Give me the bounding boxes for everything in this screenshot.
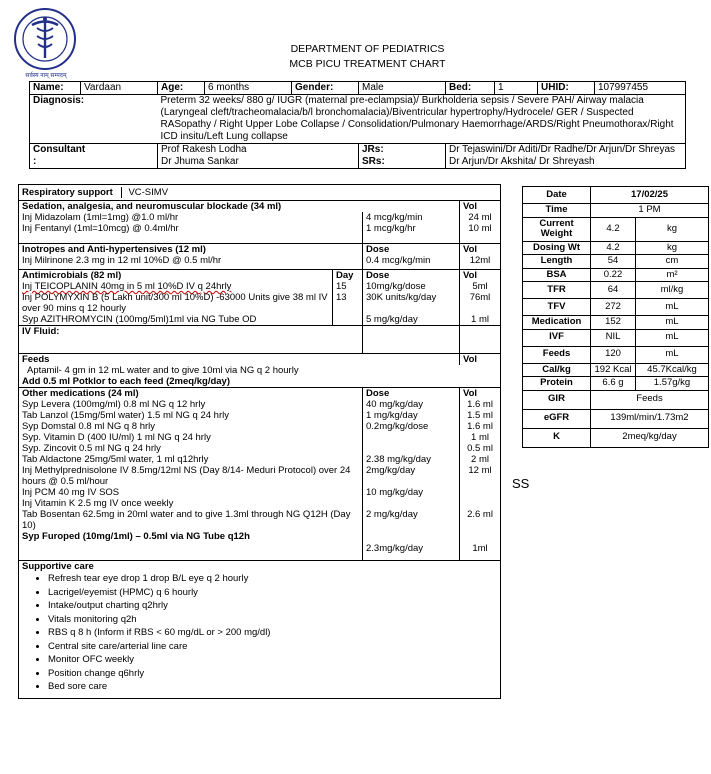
drug-name [19,281,333,292]
drug-name: Syp Domstal 0.8 ml NG q 8 hrly [22,421,156,432]
date-label: Date [523,187,591,204]
list-item: • Position change q6hrly [48,667,497,681]
residents [446,144,686,169]
table-row [19,223,501,244]
patient-demographics-row [30,82,686,95]
drug-dose: 1 mg/kg/day [363,410,460,421]
k-value: 2meq/kg/day [591,428,709,447]
drug-vol: 1 ml [460,314,501,326]
summary-row [523,187,709,204]
summary-label: Protein [523,377,591,391]
srs-label: SRs: [362,156,385,167]
other-meds-title: Other medications (24 ml) [19,388,363,400]
diagnosis-row [30,95,686,144]
summary-label: Dosing Wt [523,241,591,255]
table-row [19,421,501,432]
table-row [19,292,501,314]
drug-name: Syp AZITHROMYCIN (100mg/5ml)1ml via NG Tube OD [19,314,333,326]
drug-name: Inj Fentanyl (1ml=10mcg) @ 0.4ml/hr [22,223,179,234]
table-row [19,432,501,443]
table-row [19,454,501,465]
diagnosis-text: Preterm 32 weeks/ 880 g/ IUGR (maternal pre-eclampsia)/ Burkholderia sepsis / Severe PAH/ Airway malacia (Laryngeal cleft/tracheomalacia/b/l bronchomalacia)/Biventricular hypertrophy/Hydrocele/ GER / Suspected RASopathy / Right Upper Lobe Collapse / Consolidation/Pulmonary Haemorrhage/ARDS/Right Pneumothorax/Right ICD insitu/Left Lung collapse [158,95,686,144]
summary-row [523,204,709,218]
summary-unit: mL [636,299,709,316]
patient-info-table [29,81,686,169]
summary-label: Length [523,255,591,269]
department-name: DEPARTMENT OF PEDIATRICS [290,43,445,55]
respiratory-row [19,185,501,201]
table-row [19,498,501,509]
summary-unit: mL [636,316,709,330]
drug-day: 15 [333,281,363,292]
table-row [19,443,501,454]
inotropes-dose-label: Dose [363,244,460,256]
list-item: • Lacrigel/eyemist (HPMC) q 6 hourly [48,586,497,600]
consultant-1: Prof Rakesh Lodha [161,144,247,155]
drug-dose: 2 mg/kg/day [363,509,460,531]
egfr-label: eGFR [523,409,591,428]
drug-name: Syp Levera (100mg/ml) 0.8 ml NG q 12 hrly [22,399,206,410]
summary-row [523,255,709,269]
drug-name: Inj PCM 40 mg IV SOS [22,487,120,498]
summary-value: 6.6 g [591,377,636,391]
list-item: • Monitor OFC weekly [48,653,497,667]
consultant-label [30,144,158,169]
summary-row [523,363,709,377]
drug-name: Tab Lanzol (15mg/5ml water) 1.5 ml NG q 24 hrly [22,410,229,421]
iv-fluid-dose [363,326,460,354]
table-row [19,410,501,421]
drug-dose [363,443,460,454]
drug-name: Inj POLYMYXIN B (5 Lakh unit/300 ml 10%D) -63000 Units give 38 ml IV over 90 mins q 12 hourly [22,292,328,314]
drug-vol: 5ml [460,281,501,292]
drug-dose: 1 mcg/kg/hr [363,223,460,244]
summary-row [523,282,709,299]
drug-vol: 2.6 ml [460,509,501,531]
consultant-label-colon: : [33,156,37,167]
list-item: • Central site care/arterial line care [48,640,497,654]
summary-table [522,186,709,448]
other-meds-header [19,388,501,400]
drug-dose: 10 mg/kg/day [363,487,460,498]
summary-row [523,241,709,255]
treatment-table [18,184,501,699]
day-label: Day [333,270,363,282]
feeds-row [19,376,501,388]
table-row [19,255,501,270]
summary-row [523,268,709,282]
inotropes-title: Inotropes and Anti-hypertensives (12 ml) [19,244,363,256]
drug-vol [460,487,501,498]
patient-gender: Male [359,82,446,95]
feeds-header [19,354,501,366]
iv-fluid-label: IV Fluid: [22,326,60,337]
drug-vol: 1.6 ml [460,421,501,432]
feeds-row [19,365,501,376]
drug-vol: 1ml [460,531,501,561]
jrs-names: Dr Tejaswini/Dr Aditi/Dr Radhe/Dr Arjun/Dr Shreyas [449,144,676,155]
drug-vol: 2 ml [460,454,501,465]
summary-row [523,428,709,447]
summary-value: 192 Kcal [591,363,636,377]
chart-time: 1 PM [591,204,709,218]
diagnosis-label: Diagnosis: [30,95,158,144]
drug-day: 13 [333,292,363,314]
antimicrobials-dose-label: Dose [363,270,460,282]
drug-vol: 12 ml [460,465,501,487]
summary-value: 152 [591,316,636,330]
supportive-care-title: Supportive care [22,561,94,572]
summary-value: 0.22 [591,268,636,282]
drug-name: Tab Bosentan 62.5mg in 20ml water and to give 1.3ml through NG Q12H (Day 10) [22,509,351,531]
drug-name: Syp. Vitamin D (400 IU/ml) 1 ml NG q 24 hrly [22,432,211,443]
sedation-vol-label: Vol [460,201,501,213]
summary-label: Medication [523,316,591,330]
drug-dose: 0.4 mcg/kg/min [363,255,460,270]
summary-unit: kg [636,241,709,255]
drug-dose: 10mg/kg/dose [363,281,460,292]
patient-uhid: 107997455 [595,82,686,95]
egfr-value: 139ml/min/1.73m2 [591,409,709,428]
antimicrobials-vol-label: Vol [460,270,501,282]
antimicrobials-title: Antimicrobials (82 ml) [19,270,333,282]
summary-value: 54 [591,255,636,269]
drug-dose: 4 mcg/kg/min [363,212,460,223]
table-row [19,487,501,498]
gir-value: Feeds [591,390,709,409]
supportive-care-section [19,561,501,699]
feeds-line-1: Aptamil- 4 gm in 12 mL water and to give 10ml via NG q 2 hourly [27,365,299,376]
summary-unit: mL [636,329,709,346]
consultant-label-text: Consultant [33,144,86,155]
other-meds-vol-label: Vol [460,388,501,400]
drug-name: Inj Methylprednisolone IV 8.5mg/12ml NS (Day 8/14- Meduri Protocol) over 24 hours @ 0.5 ml/hour [22,465,351,487]
drug-vol: 10 ml [460,223,501,244]
list-item: • RBS q 8 h (Inform if RBS < 60 mg/dL or > 200 mg/dl) [48,626,497,640]
summary-value: 120 [591,346,636,363]
time-label: Time [523,204,591,218]
feeds-title: Feeds [19,354,460,366]
drug-dose: 2.3mg/kg/day [363,531,460,561]
summary-label: Current Weight [523,217,591,241]
chart-date: 17/02/25 [591,187,709,204]
table-row [19,509,501,531]
summary-label: TFV [523,299,591,316]
gir-label: GIR [523,390,591,409]
name-label: Name: [30,82,81,95]
uhid-label: UHID: [538,82,595,95]
drug-name-text: Inj TEICOPLANIN 40mg in 5 ml 10%D IV q 24hrly [22,281,232,292]
consultant-2: Dr Jhuma Sankar [161,156,239,167]
jrs-label: JRs: [362,144,384,155]
antimicrobials-header [19,270,501,282]
patient-age: 6 months [205,82,292,95]
sedation-title: Sedation, analgesia, and neuromuscular blockade (34 ml) [19,201,460,213]
summary-unit: m² [636,268,709,282]
summary-value: 4.2 [591,217,636,241]
table-row [19,314,501,326]
summary-unit: cm [636,255,709,269]
summary-value: 272 [591,299,636,316]
drug-vol: 1.6 ml [460,399,501,410]
summary-unit: 1.57g/kg [636,377,709,391]
summary-unit: 45.7Kcal/kg [636,363,709,377]
patient-bed: 1 [495,82,538,95]
age-label: Age: [158,82,205,95]
summary-row [523,217,709,241]
consultant-row [30,144,686,169]
drug-dose: 2.38 mg/kg/day [363,454,460,465]
drug-vol: 1 ml [460,432,501,443]
drug-name: Inj Midazolam (1ml=1mg) @1.0 ml/hr [22,212,179,223]
k-label: K [523,428,591,447]
chart-header [200,42,535,72]
feeds-vol-label: Vol [460,354,501,366]
summary-label: IVF [523,329,591,346]
drug-name: Inj Vitamin K 2.5 mg IV once weekly [22,498,174,509]
patient-name: Vardaan [81,82,158,95]
summary-row [523,316,709,330]
summary-row [523,377,709,391]
residents-labels [359,144,446,169]
iv-fluid-vol [460,326,501,354]
drug-dose: 5 mg/kg/day [363,314,460,326]
summary-row [523,346,709,363]
summary-label: Cal/kg [523,363,591,377]
summary-row [523,409,709,428]
table-row [19,212,501,223]
drug-vol: 12ml [460,255,501,270]
drug-dose [363,498,460,509]
aiims-logo [14,8,76,70]
table-row [19,281,501,292]
srs-names: Dr Arjun/Dr Akshita/ Dr Shreyash [449,156,595,167]
respiratory-label: Respiratory support [22,187,113,198]
drug-name: Inj Milrinone 2.3 mg in 12 ml 10%D @ 0.5 ml/hr [22,255,222,266]
summary-row [523,299,709,316]
table-row [19,465,501,487]
chart-title: MCB PICU TREATMENT CHART [289,58,446,70]
drug-vol: 24 ml [460,212,501,223]
drug-name: Syp Furoped (10mg/1ml) – 0.5ml via NG Tube q12h [22,531,250,542]
summary-unit: kg [636,217,709,241]
drug-vol: 76ml [460,292,501,314]
drug-dose: 30K units/kg/day [363,292,460,314]
drug-vol [460,498,501,509]
summary-row [523,390,709,409]
other-meds-dose-label: Dose [363,388,460,400]
drug-vol: 1.5 ml [460,410,501,421]
inotropes-vol-label: Vol [460,244,501,256]
list-item: • Intake/output charting q2hrly [48,599,497,613]
summary-value: NIL [591,329,636,346]
list-item: • Bed sore care [48,680,497,694]
list-item: • Refresh tear eye drop 1 drop B/L eye q 2 hourly [48,572,497,586]
summary-unit: ml/kg [636,282,709,299]
inotropes-header [19,244,501,256]
drug-dose: 40 mg/kg/day [363,399,460,410]
list-item: • Vitals monitoring q2h [48,613,497,627]
summary-row [523,329,709,346]
drug-name: Tab Aldactone 25mg/5ml water, 1 ml q12hrly [22,454,209,465]
bed-label: Bed: [446,82,495,95]
gender-label: Gender: [292,82,359,95]
summary-unit: mL [636,346,709,363]
respiratory-mode: VC-SIMV [121,187,168,198]
drug-vol: 0.5 ml [460,443,501,454]
summary-label: BSA [523,268,591,282]
drug-dose: 2mg/kg/day [363,465,460,487]
sedation-header [19,201,501,213]
feeds-line-2: Add 0.5 ml Potklor to each feed (2meq/kg/day) [22,376,230,387]
stray-text: SS [512,476,530,491]
summary-value: 4.2 [591,241,636,255]
summary-label: Feeds [523,346,591,363]
summary-value: 64 [591,282,636,299]
consultants [158,144,359,169]
table-row [19,399,501,410]
iv-fluid-row [19,326,501,354]
drug-dose: 0.2mg/kg/dose [363,421,460,432]
table-row [19,531,501,561]
summary-label: TFR [523,282,591,299]
logo-motto: सर्वस्य नाम् सम्पदम् [25,73,67,79]
drug-day [333,314,363,326]
drug-name: Syp. Zincovit 0.5 ml NG q 24 hrly [22,443,161,454]
drug-dose [363,432,460,443]
supportive-care-list [22,572,497,694]
